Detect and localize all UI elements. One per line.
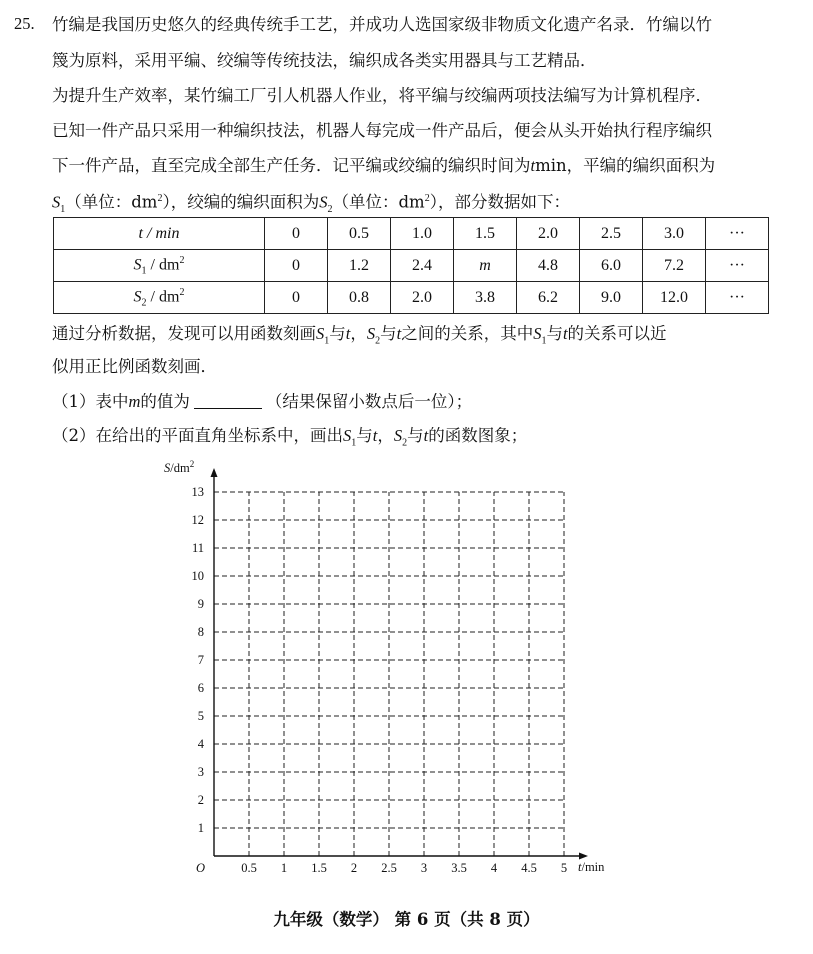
x-tick-label: 2.5 (381, 861, 397, 875)
question-number: 25. (14, 14, 35, 33)
x-axis-arrow (579, 853, 588, 860)
table-cell: 2.5 (580, 218, 643, 250)
table-cell: 1.5 (454, 218, 517, 250)
axes (211, 468, 589, 860)
page-footer: 九年级（数学） 第 6 页（共 8 页） (273, 910, 540, 929)
x-tick-label: 3.5 (451, 861, 467, 875)
x-tick-label: 1 (280, 861, 288, 875)
table-cell: 0 (265, 218, 328, 250)
x-tick-label: 5 (560, 861, 568, 875)
table-cell: 6.0 (580, 250, 643, 282)
y-tick-label: 2 (197, 793, 204, 807)
x-tick-label: 2 (350, 861, 358, 875)
table-header-s2: $S_2 / dm^2$ (54, 282, 265, 314)
question-line-6: $S_1$（单位：$dm^2$），绞编的编织面积为$S_2$（单位：$dm^2$），部分数据如下： (52, 192, 570, 215)
question-line-2: 篾为原料，采用平编、绞编等传统技法，编织成各类实用器具与工艺精品． (52, 51, 597, 70)
x-tick-label: 4.5 (521, 861, 537, 875)
x-tick-label: 3 (420, 861, 428, 875)
y-tick-label: 1 (197, 821, 204, 835)
grid-lines (214, 492, 564, 856)
analysis-line-1: 通过分析数据，发现可以用函数刻画$S_1$与t，$S_2$与t之间的关系，其中$S_1$与t的关系可以近 (52, 324, 667, 347)
y-tick-label: 5 (197, 709, 204, 723)
y-tick-label: 3 (197, 765, 204, 779)
x-tick-label: 1.5 (311, 861, 327, 875)
y-tick-label: 8 (197, 625, 204, 639)
table-cell: 12.0 (643, 282, 706, 314)
table-cell: 2.0 (517, 218, 580, 250)
x-axis-label: t/min (578, 860, 605, 874)
part-2: （2）在给出的平面直角坐标系中，画出$S_1$与t，$S_2$与t的函数图象； (52, 426, 528, 449)
table-cell: ··· (706, 218, 769, 250)
analysis-line-2: 似用正比例函数刻画． (52, 357, 217, 376)
y-axis-label: $S/dm^2$ (164, 459, 195, 475)
question-line-1: 竹编是我国历史悠久的经典传统手工艺，并成功人选国家级非物质文化遗产名录．竹编以竹 (52, 15, 712, 34)
table-cell: 3.0 (643, 218, 706, 250)
x-tick-label: 4 (490, 861, 498, 875)
table-row-s2 (54, 282, 769, 314)
question-line-3: 为提升生产效率，某竹编工厂引人机器人作业，将平编与绞编两项技法编写为计算机程序． (52, 86, 712, 105)
table-cell: 3.8 (454, 282, 517, 314)
table-cell: ··· (706, 250, 769, 282)
y-tick-label: 7 (197, 653, 204, 667)
y-tick-label: 12 (191, 513, 204, 527)
table-cell: 7.2 (643, 250, 706, 282)
table-cell: 0.8 (328, 282, 391, 314)
y-tick-label: 4 (197, 737, 204, 751)
table-header-s1: $S_1 / dm^2$ (54, 250, 265, 282)
question-line-4: 已知一件产品只采用一种编织技法，机器人每完成一件产品后，便会从头开始执行程序编织 (52, 121, 712, 140)
table-cell: 2.4 (391, 250, 454, 282)
question-line-5: 下一件产品，直至完成全部生产任务．记平编或绞编的编织时间为tmin，平编的编织面积为 (52, 156, 716, 175)
table-header-t: t / min (54, 218, 265, 250)
y-tick-label: 11 (191, 541, 204, 555)
part-1: （1）表中m的值为 （结果保留小数点后一位）； (52, 392, 473, 411)
data-table (53, 217, 769, 314)
coordinate-grid[interactable] (150, 452, 630, 882)
table-cell: 1.0 (391, 218, 454, 250)
y-tick-label: 13 (191, 485, 204, 499)
table-cell-m: m (454, 250, 517, 282)
table-cell: 2.0 (391, 282, 454, 314)
y-tick-label: 6 (197, 681, 204, 695)
table-cell: ··· (706, 282, 769, 314)
origin-label: O (196, 861, 206, 875)
y-axis-arrow (211, 468, 218, 477)
table-row-t (54, 218, 769, 250)
table-cell: 4.8 (517, 250, 580, 282)
y-tick-label: 10 (191, 569, 204, 583)
answer-blank[interactable] (194, 393, 262, 409)
y-tick-label: 9 (197, 597, 204, 611)
x-tick-label: 0.5 (241, 861, 257, 875)
tick-labels (192, 485, 568, 875)
table-cell: 1.2 (328, 250, 391, 282)
table-cell: 9.0 (580, 282, 643, 314)
table-cell: 0 (265, 282, 328, 314)
table-row-s1 (54, 250, 769, 282)
table-cell: 6.2 (517, 282, 580, 314)
table-cell: 0 (265, 250, 328, 282)
table-cell: 0.5 (328, 218, 391, 250)
